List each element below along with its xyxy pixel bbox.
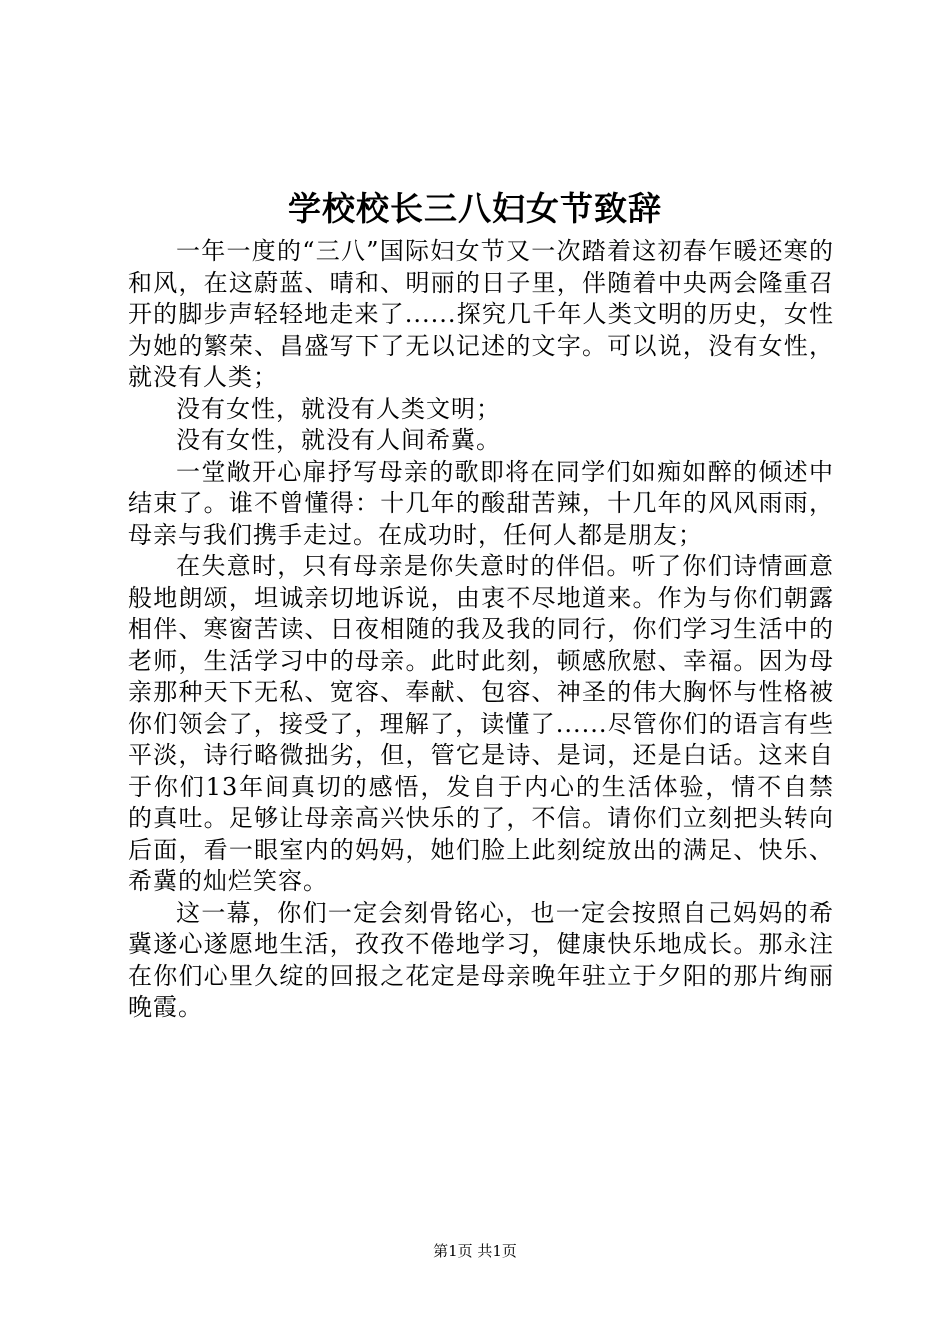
- page-title: 学校校长三八妇女节致辞: [288, 189, 662, 228]
- paragraph: 这一幕，你们一定会刻骨铭心，也一定会按照自己妈妈的希冀遂心遂愿地生活，孜孜不倦地学习，健康快乐地成长。那永注在你们心里久绽的回报之花定是母亲晚年驻立于夕阳的那片绚丽晚霞。: [128, 898, 834, 1021]
- page-footer: 第1页 共1页: [433, 1242, 517, 1260]
- paragraph: 没有女性，就没有人间希冀。: [176, 426, 501, 454]
- paragraph: 一堂敞开心扉抒写母亲的歌即将在同学们如痴如醉的倾述中结束了。谁不曾懂得：十几年的酸甜苦辣，十几年的风风雨雨，母亲与我们携手走过。在成功时，任何人都是朋友；: [128, 457, 834, 549]
- document-body: [128, 236, 834, 1024]
- paragraph: 在失意时，只有母亲是你失意时的伴侣。听了你们诗情画意般地朗颂，坦诚亲切地诉说，由衷不尽地道来。作为与你们朝露相伴、寒窗苦读、日夜相随的我及我的同行，你们学习生活中的老师，生活学习中的母亲。此时此刻，顿感欣慰、幸福。因为母亲那种天下无私、宽容、奉献、包容、神圣的伟大胸怀与性格被你们领会了，接受了，理解了，读懂了......尽管你们的语言有些平淡，诗行略微拙劣，但，管它是诗、是词，还是白话。这来自于你们13年间真切的感悟，发自于内心的生活体验，情不自禁的真吐。足够让母亲高兴快乐的了，不信。请你们立刻把头转向后面，看一眼室内的妈妈，她们脸上此刻绽放出的满足、快乐、希冀的灿烂笑容。: [128, 552, 834, 895]
- paragraph: 没有女性，就没有人类文明；: [176, 394, 501, 423]
- paragraph: 一年一度的“三八”国际妇女节又一次踏着这初春乍暖还寒的和风，在这蔚蓝、晴和、明丽的日子里，伴随着中央两会隆重召开的脚步声轻轻地走来了......探究几千年人类文明的历史，女性为她的繁荣、昌盛写下了无以记述的文字。可以说，没有女性，就没有人类；: [128, 237, 834, 391]
